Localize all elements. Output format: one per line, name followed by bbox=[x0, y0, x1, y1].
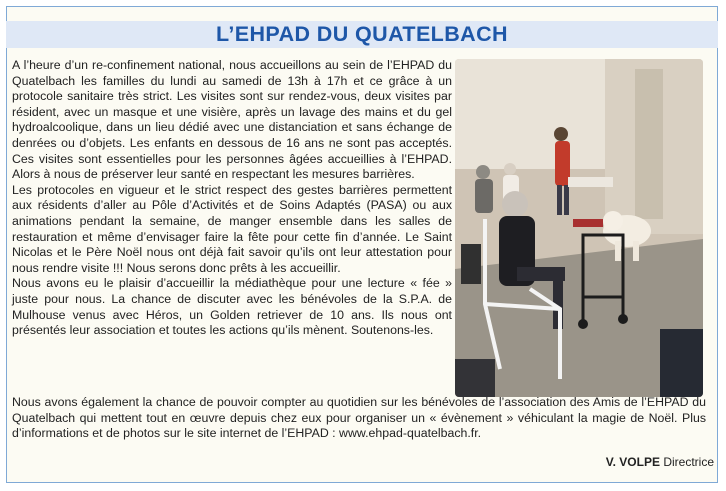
paragraph-visits: A l’heure d’un re-confinement national, nous accueillons au sein de l’EHPAD du Quatelbach les familles du lundi au samedi de 13h à 17h et ce grâce à un protocole sanitaire très strict. Les visites sont sur rendez-vous, deux visites par résident, avec un masque et une visière, après un lavage des mains et du gel hydroalcoolique, dans un lieu dédié avec une distanciation et sans échange de denrées ou d’objets. Les enfants en dessous de 16 ans ne sont pas acceptés. Ces visites sont essentielles pour les personnes âgées accueillies à l’EHPAD. Alors à nous de préserver leur santé en respectant les mesures barrières. bbox=[12, 58, 452, 182]
paragraph-protocols: Les protocoles en vigueur et le strict respect des gestes barrières permettent aux résidents d’aller au Pôle d’Activités et de Soins Adaptés (PASA) ou aux animations pendant la semaine, de manger ensemble dans les salles de restauration et même d’envisager faire la fête pour cette fin d’année. Le Saint Nicolas et le Père Noël nous ont déjà fait savoir qu’ils ont leur attestation pour nous rendre visite !!! Nous serons donc prêts à les accueillir. bbox=[12, 182, 452, 275]
signature-name: V. VOLPE bbox=[605, 455, 660, 469]
paragraph-activities: Nous avons eu le plaisir d’accueillir la médiathèque pour une lecture « fée » juste pour nous. La chance de discuter avec les bénévoles de la S.P.A. de Mulhouse venus avec Héros, un Golden retriever de 10 ans. Ils nous ont présentés leur association et toutes les actions qu’ils mènent. Soutenons-les. bbox=[12, 276, 452, 338]
activity-photo bbox=[455, 59, 703, 397]
signature bbox=[606, 455, 714, 469]
closing-paragraph: Nous avons également la chance de pouvoir compter au quotidien sur les bénévoles de l’association des Amis de l’EHPAD du Quatelbach qui mettent tout en œuvre depuis chez eux pour organiser un « évènement » véhiculant la magie de Noël. Plus d’informations et de photos sur le site internet de l’EHPAD : www.ehpad-quatelbach.fr. bbox=[12, 395, 706, 441]
article-body bbox=[12, 58, 452, 339]
title-banner bbox=[6, 21, 718, 48]
article-title: L’EHPAD DU QUATELBACH bbox=[216, 22, 508, 46]
signature-role: Directrice bbox=[663, 455, 714, 469]
